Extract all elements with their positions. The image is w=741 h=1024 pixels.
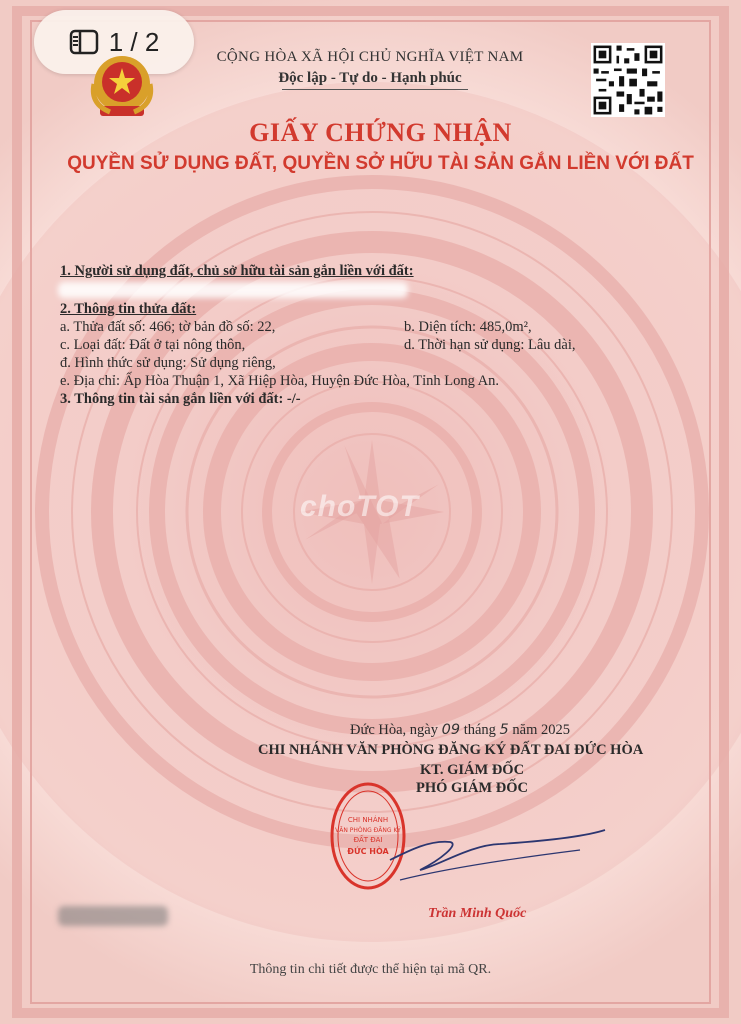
svg-text:ĐẤT ĐAI: ĐẤT ĐAI bbox=[353, 836, 383, 844]
watermark: choTOT bbox=[300, 490, 419, 523]
svg-text:CHI NHÁNH: CHI NHÁNH bbox=[347, 816, 389, 824]
issue-month-label: tháng bbox=[463, 722, 496, 738]
page-counter: 1 / 2 bbox=[108, 26, 160, 57]
national-motto: Độc lập - Tự do - Hạnh phúc bbox=[278, 70, 462, 86]
redacted-serial-number bbox=[58, 906, 168, 926]
handwritten-signature bbox=[380, 820, 610, 890]
signer-name: Trần Minh Quốc bbox=[428, 906, 527, 921]
section-2-heading: 2. Thông tin thửa đất: bbox=[60, 301, 197, 317]
sidebar-panel-icon[interactable] bbox=[69, 29, 99, 55]
usage-term: d. Thời hạn sử dụng: Lâu dài, bbox=[404, 337, 576, 353]
land-type: c. Loại đất: Đất ở tại nông thôn, bbox=[60, 337, 246, 353]
issue-year: năm 2025 bbox=[512, 722, 570, 738]
qr-footer-note: Thông tin chi tiết được thể hiện tại mã QR. bbox=[249, 962, 492, 977]
republic-heading: CỘNG HÒA XÃ HỘI CHỦ NGHĨA VIỆT NAM bbox=[216, 49, 524, 65]
issuing-office: CHI NHÁNH VĂN PHÒNG ĐĂNG KÝ ĐẤT ĐAI ĐỨC HÒA bbox=[258, 742, 644, 758]
svg-text:VĂN PHÒNG ĐĂNG KÝ: VĂN PHÒNG ĐĂNG KÝ bbox=[335, 827, 401, 834]
parcel-address: e. Địa chỉ: Ấp Hòa Thuận 1, Xã Hiệp Hòa, Huyện Đức Hòa, Tỉnh Long An. bbox=[60, 373, 500, 389]
certificate-subtitle: QUYỀN SỬ DỤNG ĐẤT, QUYỀN SỞ HỮU TÀI SẢN GẮN LIỀN VỚI ĐẤT bbox=[67, 153, 694, 174]
issue-place-prefix: Đức Hòa, ngày bbox=[350, 722, 438, 738]
deputy-director: PHÓ GIÁM ĐỐC bbox=[416, 780, 528, 796]
svg-text:ĐỨC HÒA: ĐỨC HÒA bbox=[347, 847, 389, 856]
certificate-title: GIẤY CHỨNG NHẬN bbox=[249, 118, 512, 147]
parcel-number: a. Thửa đất số: 466; tờ bản đồ số: 22, bbox=[60, 319, 276, 335]
motto-underline bbox=[282, 89, 468, 90]
issue-date bbox=[350, 722, 570, 739]
kt-director: KT. GIÁM ĐỐC bbox=[420, 762, 525, 778]
redacted-owner-name bbox=[58, 282, 408, 298]
section-3-heading: 3. Thông tin tài sản gắn liền với đất: -/- bbox=[60, 391, 301, 407]
issue-day: 09 bbox=[441, 722, 461, 738]
usage-form: đ. Hình thức sử dụng: Sử dụng riêng, bbox=[60, 355, 276, 371]
parcel-area: b. Diện tích: 485,0m², bbox=[404, 319, 532, 335]
issue-month: 5 bbox=[499, 722, 509, 738]
section-1-heading: 1. Người sử dụng đất, chủ sở hữu tài sản gắn liền với đất: bbox=[60, 263, 414, 279]
